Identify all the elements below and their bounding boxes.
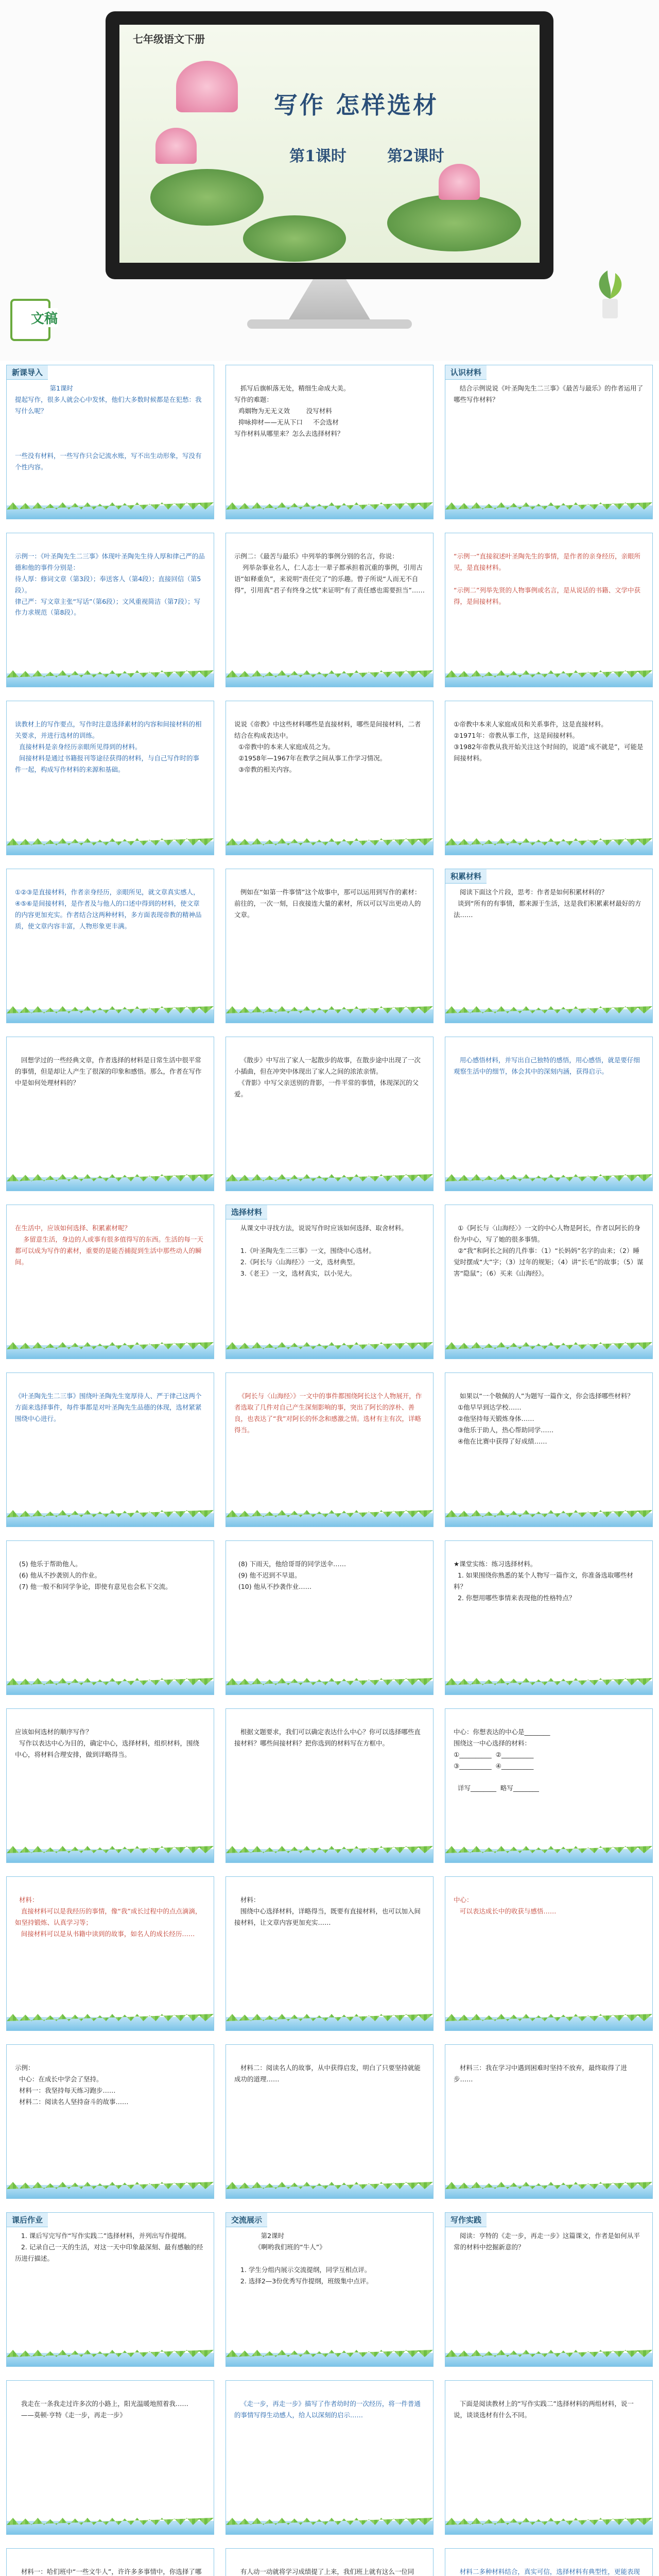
slide-body-text: ★课堂实练：练习选择材料。 1. 如果围绕你熟悉的某个人物写一篇作文，你准备选取哪些材料？ 2. 你想用哪些事情来表现他的性格特点？ [454, 1560, 633, 1602]
slide-thumbnail[interactable] [445, 1372, 653, 1527]
lotus-leaf-icon [243, 215, 346, 262]
lotus-flower-icon [176, 61, 238, 112]
slide-body-text: 抓写后旗帜落无处，精细生命成大美。 写作的难题： 鸡姻物为无无义效 没写材料 抑咏抑材——无从下口 不会选材 写作材料从哪里来？怎么去选择材料？ [234, 384, 350, 437]
grass-decoration [7, 1342, 214, 1349]
slide-thumbnail[interactable] [445, 1876, 653, 2031]
grass-decoration [7, 2518, 214, 2525]
slide-thumbnail[interactable] [226, 1205, 433, 1359]
slide-body-text: 1. 课后写完写作“写作实践二”选择材料，并列出写作提纲。 2. 记录自己一天的生活，对这一天中印象最深刻、最有感触的经历进行描述。 [15, 2232, 203, 2262]
slide-thumbnail[interactable] [445, 2212, 653, 2367]
slide-thumbnail[interactable] [226, 2380, 433, 2535]
lotus-leaf-icon [150, 169, 264, 226]
cover-slide [119, 25, 540, 263]
slide-body-text: 中心： 可以表达成长中的收获与感悟…… [454, 1896, 557, 1915]
slide-body-text: 下面是阅读教材上的“写作实践二”选择材料的两组材料，说一说，谈谈选材有什么不同。 [454, 2400, 634, 2419]
lotus-flower-icon [439, 164, 480, 200]
slide-body-text: 阅读下面这个片段，思考：作者是如何积累材料的？ 谈到“所有的有事情，都来源于生活，这是我们积累素材最好的方法…… [454, 888, 641, 919]
slide-body-text: 《走一步，再走一步》描写了作者幼时的一次经历，将一件普通的事情写得生动感人，给人以深刻的启示…… [234, 2400, 421, 2419]
slide-body-text: 材料三：我在学习中遇到困难时坚持不放弃，最终取得了进步…… [454, 2064, 627, 2083]
slide-thumbnail[interactable] [6, 1540, 214, 1695]
grass-decoration [7, 1510, 214, 1517]
slide-body-text: 示例： 中心：在成长中学会了坚持。 材料一：我坚持每天练习跑步…… 材料二：阅读名人坚持奋斗的故事…… [15, 2064, 129, 2106]
lesson-1-link[interactable]: 第1课时 [289, 147, 346, 165]
grass-decoration [226, 838, 433, 845]
grass-decoration [7, 838, 214, 845]
plant-icon [592, 268, 628, 319]
slide-thumbnail[interactable] [6, 1037, 214, 1191]
grass-decoration [226, 2518, 433, 2525]
slide-thumbnail[interactable] [445, 365, 653, 519]
slide-body-text: 回想学过的一些经典文章，作者选择的材料是日常生活中很平常的事情，但是却让人产生了很深的印象和感悟。那么，作者在写作中是如何处理材料的？ [15, 1056, 202, 1087]
slide-thumbnail[interactable] [445, 2380, 653, 2535]
grass-decoration [226, 1510, 433, 1517]
slide-thumbnail[interactable] [226, 2044, 433, 2199]
grass-decoration [445, 1174, 652, 1181]
grass-decoration [445, 1510, 652, 1517]
slide-thumbnail[interactable] [226, 869, 433, 1023]
grass-decoration [445, 502, 652, 510]
slide-body-text: 材料一：哈们班中“一些文牛人”，许许多多事情中，你选择了哪 [21, 2568, 202, 2575]
slide-title: 选择材料 [226, 1205, 267, 1219]
grass-decoration [226, 1174, 433, 1181]
grass-decoration [445, 1342, 652, 1349]
grass-decoration [7, 1846, 214, 1853]
slide-body-text: 第1课时 提起写作，很多人就会心中发怵，他们大多数时候都是在犯愁：我写什么呢？ 一些没有材料，一些写作只会记流水账，写不出生动形象，写没有个性内容。 [15, 384, 202, 471]
slide-body-text: 例如在“如第一件事情”这个故事中，那可以运用到写作的素材：前往的，一次一刻，日夜接连大量的素材，所以可以写出更动人的文章。 [234, 888, 421, 919]
grass-decoration [7, 2350, 214, 2357]
slide-body-text: 材料二多种材料结合，真实可信，选择材料有典型性，更能表现 [459, 2568, 640, 2575]
slide-body-text: 第2课时 《啊哟我们班的“牛人”》 1. 学生分组内展示交流提纲，同学互相点评。 2. 选择2—3份优秀写作提纲，班级集中点评。 [240, 2232, 373, 2285]
lesson-2-link[interactable]: 第2课时 [387, 147, 444, 165]
slide-thumbnail[interactable] [226, 2212, 433, 2367]
grass-decoration [226, 1006, 433, 1013]
logo-text: 文稿 [31, 308, 58, 327]
grass-decoration [445, 2182, 652, 2189]
grass-decoration [226, 1678, 433, 1685]
slide-title: 写作实践 [445, 2213, 487, 2227]
monitor-stand [288, 279, 371, 320]
slide-body-text: 中心：你想表达的中心是________ 围绕这一中心选择的材料： ①__________ ②__________ ③__________ ④__________ 详写________ 略写________ [454, 1728, 550, 1792]
slide-thumbnail[interactable] [226, 1708, 433, 1863]
slide-body-text: “示例一”直接叙述叶圣陶先生的事情，是作者的亲身经历，亲眼所见，是直接材料。 “示例二”列举先贤的人物事例或名言，是从说话的书籍、文学中获得，是间接材料。 [454, 552, 640, 605]
slide-thumbnail[interactable] [6, 2548, 214, 2576]
grass-decoration [445, 838, 652, 845]
slide-thumbnail[interactable] [445, 1540, 653, 1695]
hero-banner [0, 0, 659, 361]
monitor-base [247, 319, 412, 329]
lotus-leaf-icon [387, 195, 521, 251]
slide-body-text: 根据文题要求，我们可以确定表达什么中心？你可以选择哪些直接材料？哪些间接材料？把你选到的材料写在方框中。 [234, 1728, 421, 1747]
slide-thumbnail[interactable] [226, 533, 433, 687]
slide-thumbnail[interactable] [445, 701, 653, 855]
slide-thumbnail[interactable] [445, 1037, 653, 1191]
slide-thumbnail[interactable] [226, 1372, 433, 1527]
slide-body-text: 阅读：亨特的《走一步，再走一步》这篇课文，作者是如何从平常的材料中挖掘新意的？ [454, 2232, 640, 2251]
slide-body-text: 示例二：《最苦与最乐》中列举的事例分别的名言，你说： 列举杂事业名人，仁人志士一辈子都承担着沉重的事例，引用古语“如释重负”，来说明“责任完了”的乐趣。曾子所说“人而无不自得”，引用真“君子有终身之忧”来证明“有了责任感也需要担当”…… [234, 552, 425, 594]
slide-thumbnail[interactable] [6, 2212, 214, 2367]
slide-title: 交流展示 [226, 2213, 267, 2227]
grass-decoration [226, 2350, 433, 2357]
slide-body-text: 在生活中，应该如何选择、积累素材呢？ 多留意生活，身边的人或事有很多值得写的东西。生活的每一天都可以成为写作的素材，重要的是能否捕捉到生活中那些动人的瞬间。 [15, 1224, 203, 1266]
grass-decoration [226, 1846, 433, 1853]
slide-body-text: 材料二：阅读名人的故事，从中获得启发，明白了只要坚持就能成功的道理…… [234, 2064, 421, 2083]
slide-thumbnail[interactable] [226, 1540, 433, 1695]
cover-title: 写作 怎样选材 [274, 91, 439, 119]
slide-thumbnail[interactable] [445, 869, 653, 1023]
slide-body-text: 用心感悟材料，并写出自己独特的感悟，用心感悟，就是要仔细观察生活中的细节，体会其中的深刻内涵，获得启示。 [454, 1056, 640, 1075]
grass-decoration [226, 502, 433, 510]
slide-body-text: ①《阿长与〈山海经〉》一文的中心人物是阿长，作者以阿长的身份为中心，写了她的很多事情。 ②“我”和阿长之间的几件事：（1）“长妈妈”名字的由来；（2）睡觉时摆成“大”字；（3）过年的规矩；（4）讲“长毛”的故事；（5）谋害“隐鼠”；（6）买来《山海经》。 [454, 1224, 644, 1277]
grass-decoration [7, 502, 214, 510]
grass-decoration [445, 2014, 652, 2021]
slide-thumbnail[interactable] [226, 1037, 433, 1191]
grass-decoration [7, 1006, 214, 1013]
slide-body-text: 结合示例说说《叶圣陶先生二三事》《最苦与最乐》的作者运用了哪些写作材料？ [454, 384, 644, 403]
slide-body-text: 《叶圣陶先生二三事》围绕叶圣陶先生宽厚待人、严于律己这两个方面来选择事件，每件事都是对叶圣陶先生品德的体现，选材紧紧围绕中心进行。 [15, 1392, 202, 1422]
slide-thumbnail[interactable] [445, 533, 653, 687]
grass-decoration [7, 2182, 214, 2189]
slide-body-text: ①②③是直接材料，作者亲身经历，亲眼所见，就文章真实感人，④⑤⑥是间接材料，是作者及与他人的口述中得到的材料，使文章的内容更加充实。作者结合这两种材料，多方面表现帝教的精神品质，使文章内容丰富，人物形象更丰满。 [15, 888, 202, 930]
grass-decoration [445, 1846, 652, 1853]
slide-thumbnail[interactable] [6, 1708, 214, 1863]
grass-decoration [7, 670, 214, 677]
grass-decoration [7, 1678, 214, 1685]
slide-thumbnail[interactable] [6, 2380, 214, 2535]
slide-body-text: 示例一：《叶圣陶先生二三事》体现叶圣陶先生待人厚和律己严的品德和他的事件分别是： 待人厚：修词文章（第3段）；奉送客人（第4段）；直接回信（第5段）。 律己严：写文章主张“写话”（第6段）；文风重视简洁（第7段）；写作力求规范（第8段）。 [15, 552, 205, 617]
slide-title: 新课导入 [7, 365, 48, 380]
grass-decoration [226, 1342, 433, 1349]
slide-thumbnail[interactable] [6, 869, 214, 1023]
slide-thumbnail[interactable] [445, 1205, 653, 1359]
slide-thumbnail[interactable] [445, 1708, 653, 1863]
slide-body-text: 说说《帝教》中这些材料哪些是直接材料，哪些是间接材料，二者结合在构成表达中。 ①帝教中的本来人家庭成员之为。 ②1958年—1967年在教学之间从事工作学习情况。 ③帝教的相关内容。 [234, 720, 421, 773]
slide-thumbnail[interactable] [226, 365, 433, 519]
grade-label: 七年级语文下册 [133, 33, 205, 45]
grass-decoration [226, 2182, 433, 2189]
grass-decoration [445, 2518, 652, 2525]
grass-decoration [226, 670, 433, 677]
slide-thumbnail[interactable] [226, 1876, 433, 2031]
slide-body-text: (5) 他乐于帮助他人。 (6) 他从不抄袭别人的作业。 (7) 他一般不和同学争论，即使有意见也会私下交流。 [19, 1560, 172, 1590]
slide-body-text: 《阿长与〈山海经〉》一文中的事件都围绕阿长这个人物展开，作者选取了几件对自己产生深刻影响的事，突出了阿长的淳朴、善良，也表达了“我”对阿长的怀念和感激之情。选材有主有次，详略得当。 [234, 1392, 422, 1434]
slide-title: 课后作业 [7, 2213, 48, 2227]
slide-body-text: ①帝教中本来人家庭成员和关系事件，这是直接材料。 ②1971年：帝教从事工作，这是间接材料。 ③1982年帝教从我开始关注这个时间的，说道“成不就是”，可能是间接材料。 [454, 720, 644, 762]
slide-thumbnail[interactable] [6, 701, 214, 855]
lotus-flower-icon [155, 128, 197, 164]
slide-thumbnail[interactable] [226, 2548, 433, 2576]
slide-title: 积累材料 [445, 869, 487, 884]
slide-thumbnail[interactable] [6, 365, 214, 519]
grass-decoration [7, 2014, 214, 2021]
slide-body-text: 应该如何选材的顺序写作？ 写作以表达中心为目的，确定中心，选择材料，组织材料，围绕中心，将材料合理安排，做到详略得当。 [15, 1728, 199, 1758]
slide-thumbnail[interactable] [6, 1372, 214, 1527]
slide-body-text: (8) 下雨天，他给哥哥的同学送伞…… (9) 他不迟到不早退。 (10) 他从不抄袭作业…… [238, 1560, 346, 1590]
slide-thumbnail[interactable] [445, 2548, 653, 2576]
slide-title: 认识材料 [445, 365, 487, 380]
slide-body-text: 如果以“一个敬佩的人”为题写一篇作文，你会选择哪些材料？ ①他早早到达学校…… ②他坚持每天锻炼身体…… ③他乐于助人，热心帮助同学…… ④他在比赛中获得了好成绩…… [457, 1392, 634, 1445]
grass-decoration [7, 1174, 214, 1181]
slide-body-text: 我走在一条我走过许多次的小路上，阳光温暖地照着我…… ——莫顿·亨特《走一步，再走一步》 [21, 2400, 188, 2419]
logo [10, 299, 98, 345]
slide-body-text: 有人动一动就将学习成绩提了上来，我们班上就有这么一位同 [240, 2568, 414, 2575]
grass-decoration [445, 1678, 652, 1685]
grass-decoration [445, 670, 652, 677]
slide-body-text: 《散步》中写出了家人一起散步的故事，在散步途中出现了一次小插曲，但在冲突中体现出了家人之间的浓浓亲情。 《背影》中写父亲送别的背影，一件平常的事情，体现深沉的父爱。 [234, 1056, 421, 1098]
slide-body-text: 材料： 直接材料可以是我经历的事情，像“我”成长过程中的点点滴滴，如坚持锻炼、认真学习等； 间接材料可以是从书籍中读到的故事，如名人的成长经历…… [15, 1896, 202, 1938]
slide-thumbnail[interactable] [226, 701, 433, 855]
slide-thumbnail[interactable] [6, 533, 214, 687]
slide-thumbnail[interactable] [6, 2044, 214, 2199]
slide-body-text: 读教材上的写作要点，写作时注意选择素材的内容和间接材料的相关要求，并进行选材的训练。 直接材料是亲身经历亲眼所见得到的材料。 间接材料是通过书籍报刊等途径获得的材料，与自己写作时的事件一起，构成写作材料的来源和基础。 [15, 720, 202, 773]
slide-body-text: 从课文中寻找方法，说说写作时应该如何选择、取舍材料。 1.《叶圣陶先生二三事》一文，围绕中心选材。 2.《阿长与〈山海经〉》一文，选材典型。 3.《老王》一文，选材真实，以小见大。 [240, 1224, 408, 1277]
slide-thumbnail[interactable] [6, 1205, 214, 1359]
grass-decoration [445, 1006, 652, 1013]
grass-decoration [226, 2014, 433, 2021]
slide-thumbnail[interactable] [445, 2044, 653, 2199]
slide-thumbnail[interactable] [6, 1876, 214, 2031]
grass-decoration [445, 2350, 652, 2357]
slide-body-text: 材料： 围绕中心选择材料，详略得当，既要有直接材料，也可以加入间接材料，让文章内容更加充实…… [234, 1896, 421, 1926]
